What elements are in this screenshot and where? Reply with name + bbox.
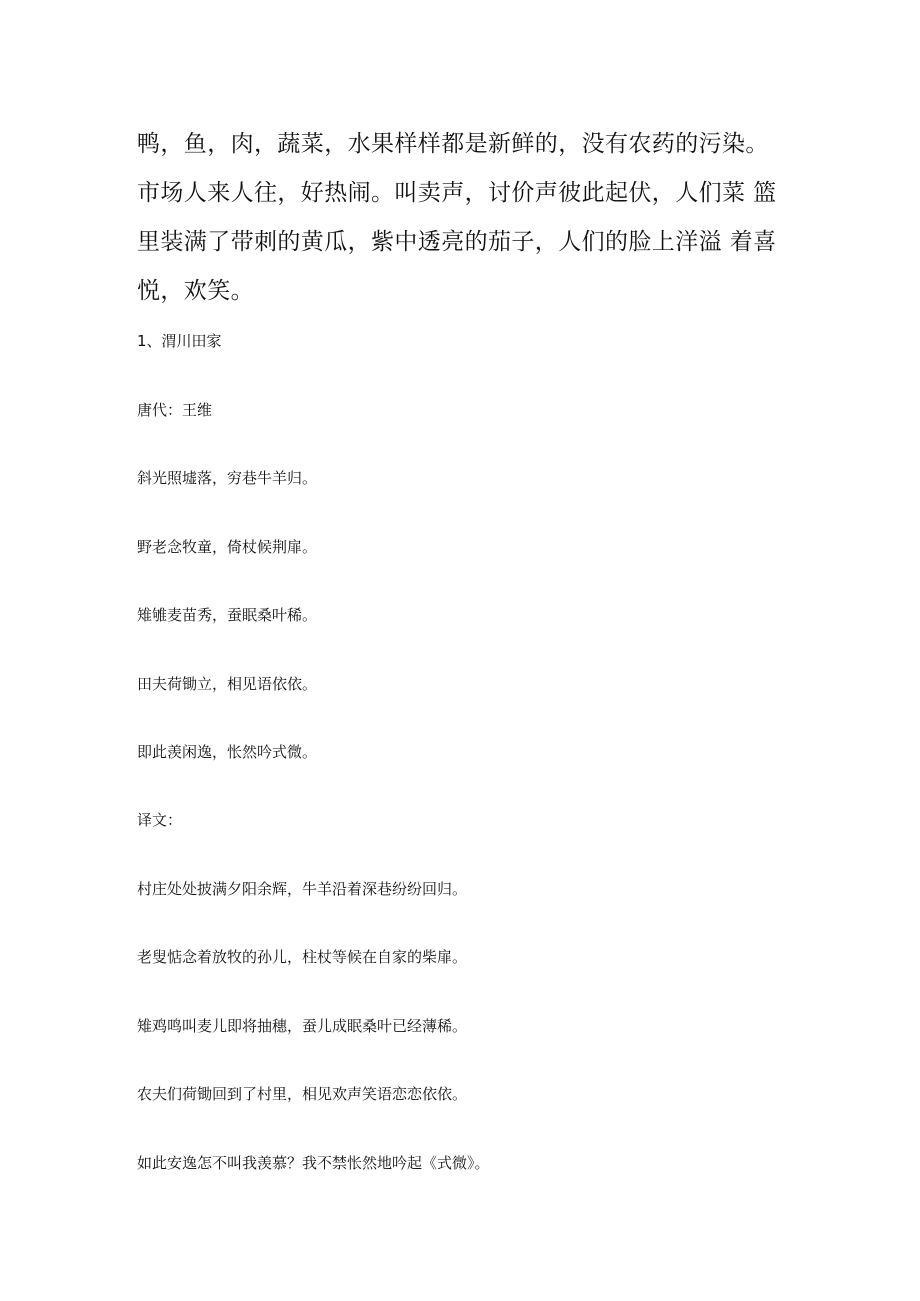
intro-line: 鸭，鱼，肉，蔬菜，水果样样都是新鲜的，没有农药的污染。	[137, 131, 769, 157]
intro-line: 悦，欢笑。	[137, 278, 254, 304]
poem-verse: 斜光照墟落，穷巷牛羊归。	[137, 469, 318, 487]
translation-line: 雉鸡鸣叫麦儿即将抽穗，蚕儿成眠桑叶已经薄稀。	[137, 1017, 468, 1035]
poem-verse: 野老念牧童，倚杖候荆扉。	[137, 538, 318, 556]
translation-line: 村庄处处披满夕阳余辉，牛羊沿着深巷纷纷回归。	[137, 880, 468, 898]
poem-verse: 雉雊麦苗秀，蚕眠桑叶稀。	[137, 606, 318, 624]
poem-verse: 即此羡闲逸，怅然吟式微。	[137, 743, 318, 761]
poem-author: 唐代：王维	[137, 401, 213, 419]
poem-heading: 1、渭川田家	[137, 332, 222, 350]
translation-line: 老叟惦念着放牧的孙儿，柱杖等候在自家的柴扉。	[137, 948, 468, 966]
intro-line: 里装满了带刺的黄瓜，紫中透亮的茄子，人们的脸上洋溢 着喜	[137, 229, 777, 255]
poem-verse: 田夫荷锄立，相见语依依。	[137, 675, 318, 693]
intro-line: 市场人来人往，好热闹。叫卖声，讨价声彼此起伏，人们菜 篮	[137, 180, 777, 206]
translation-label: 译文：	[137, 811, 183, 829]
translation-line: 农夫们荷锄回到了村里，相见欢声笑语恋恋依依。	[137, 1085, 468, 1103]
translation-line: 如此安逸怎不叫我羡慕？我不禁怅然地吟起《式微》。	[137, 1154, 490, 1172]
intro-paragraph	[137, 120, 787, 316]
